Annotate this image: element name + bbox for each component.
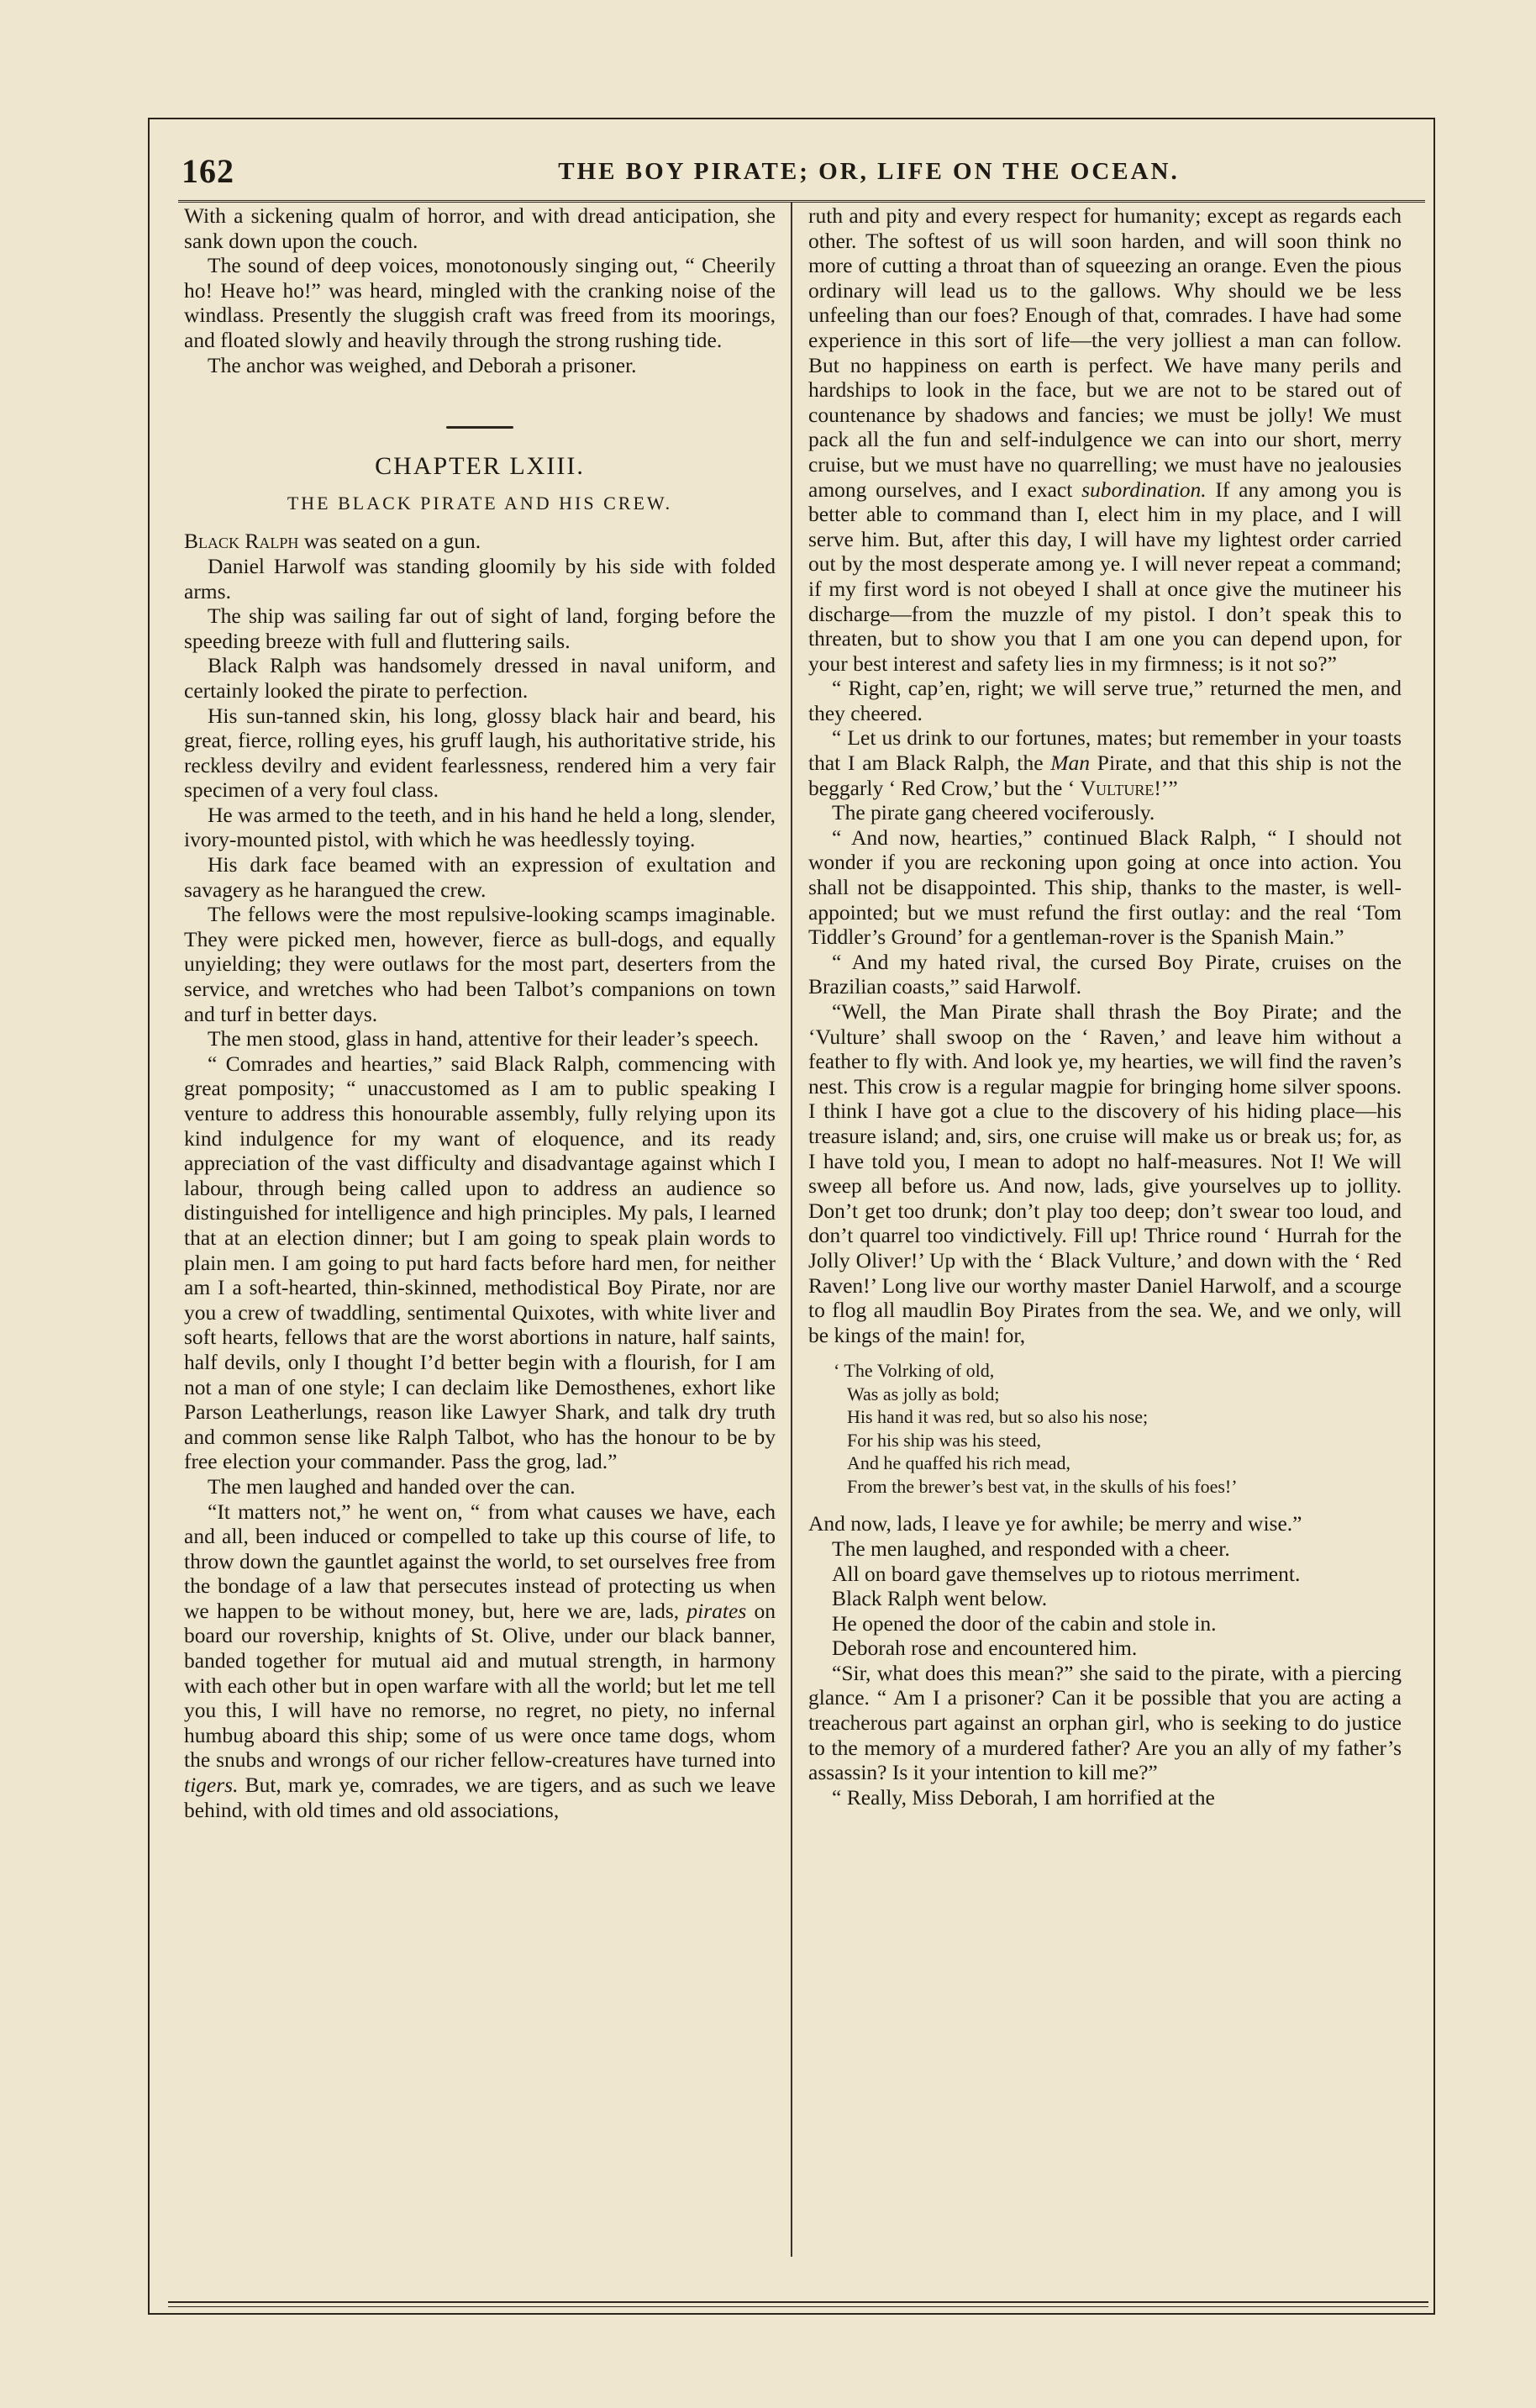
verse-line: For his ship was his steed, (847, 1429, 1041, 1451)
chapter-opening-paragraph (184, 529, 776, 554)
verse-line: And he quaffed his rich mead, (847, 1452, 1070, 1474)
paragraph: His sun-tanned skin, his long, glossy black hair and beard, his great, fierce, rolling eyes, his gruff laugh, his authoritative stride, his reckless devilry and evident fearlessness, rendered him a very fair specimen of a very foul class. (184, 703, 776, 803)
verse-line: From the brewer’s best vat, in the skulls of his foes!’ (847, 1475, 1238, 1497)
text-run: But, mark ye, comrades, we are tigers, and as such we leave behind, with old times and old associations, (184, 1773, 776, 1822)
chapter-divider-ornament (446, 424, 513, 430)
left-column (184, 203, 776, 1822)
bottom-rule (168, 2301, 1428, 2307)
paragraph: “ Comrades and hearties,” said Black Ralph, commencing with great pomposity; “ unaccustomed as I am to public speaking I venture to address this honourable assembly, fully relying upon its kind indulgence for my want of eloquence, and its ready appreciation of the vast difficulty and disadvantage against which I labour, through being called upon to address an audience so distinguished for intelligence and high principles. My pals, I learned that at an election dinner; but I am going to speak plain words to plain men. I am going to put hard facts before hard men, for neither am I a soft-hearted, thin-skinned, methodistical Boy Pirate, nor are you a crew of twaddling, sentimental Quixotes, with white liver and soft hearts, fellows that are the worst abortions in nature, half saints, half devils, only I thought I’d better begin with a flourish, for I am not a man of one style; I can declaim like Demosthenes, exhort like Parson Leatherlungs, reason like Lawyer Shark, and talk dry truth and common sense like Ralph Talbot, who has the honour to be by free election your commander. Pass the grog, lad.” (184, 1051, 776, 1474)
opening-text: was seated on a gun. (298, 529, 481, 554)
paragraph: The anchor was weighed, and Deborah a prisoner. (208, 352, 637, 377)
italic-run: tigers. (184, 1773, 239, 1798)
paragraph: He was armed to the teeth, and in his hand he held a long, slender, ivory-mounted pistol, with which he was heedlessly toying. (184, 802, 776, 852)
text-run: ruth and pity and every respect for humanity; except as regards each other. The softest of us will soon harden, and will soon think no more of cutting a throat than of squeezing an orange. Even the pious ordinary will lead us to the gallows. Why should we be less unfeeling than our foes? Enough of that, comrades. I have had some experience in this sort of life—the very jolliest a man can follow. But no happiness on earth is perfect. We have many perils and hardships to look in the face, but we are not to be stared out of countenance by shadows and fancies; we must be jolly! We must pack all the fun and self-indulgence we can into our short, merry cruise, but we must have no quarrelling; we must have no jealousies among ourselves, and I exact (808, 203, 1402, 502)
verse-block (834, 1359, 1402, 1498)
italic-run: pirates (686, 1598, 747, 1623)
paragraph: Black Ralph went below. (832, 1586, 1048, 1611)
paragraph: “ Really, Miss Deborah, I am horrified at the (832, 1784, 1215, 1810)
paragraph: The sound of deep voices, monotonously singing out, “ Cheerily ho! Heave ho!” was heard, mingled with the cranking noise of the windlass. Presently the sluggish craft was freed from its moorings, and floated slowly and heavily through the strong rushing tide. (184, 253, 776, 352)
paragraph: “ Right, cap’en, right; we will serve true,” returned the men, and they cheered. (808, 676, 1402, 725)
italic-run: Man (1050, 751, 1091, 776)
paragraph (184, 1499, 776, 1823)
text-run: Pirate, and that this ship is not the beggarly ‘ Red Crow,’ but the ‘ (808, 751, 1402, 800)
paragraph: Daniel Harwolf was standing gloomily by his side with folded arms. (184, 553, 776, 603)
text-run: !’” (1154, 775, 1178, 800)
paragraph: “Well, the Man Pirate shall thrash the Boy Pirate; and the ‘Vulture’ shall swoop on the ‘ Raven,’ and leave him without a feather to fly with. And look ye, my hearties, we will find the raven’s nest. This crow is a regular magpie for bringing home silver spoons. I think I have got a clue to the discovery of his hiding place—his treasure island; and, sirs, one cruise will make us or break us; for, as I have told you, I mean to adopt no half-measures. Not I! We will sweep all before us. And now, lads, give yourselves up to jollity. Don’t get too drunk; don’t play too deep; don’t swear too loud, and don’t quarrel too vindictively. Fill up! Thrice round ‘ Hurrah for the Jolly Oliver!’ Up with the ‘ Black Vulture,’ and down with the ‘ Red Raven!’ Long live our worthy master Daniel Harwolf, and a scourge to flog all maudlin Boy Pirates from the sea. We, and we only, will be kings of the main! for, (808, 999, 1402, 1347)
paragraph: All on board gave themselves up to riotous merriment. (832, 1561, 1301, 1586)
page-number: 162 (181, 152, 234, 190)
opening-small-caps: Black Ralph (184, 529, 299, 554)
chapter-heading: CHAPTER LXIII. (375, 452, 585, 481)
paragraph: The men laughed, and responded with a cheer. (832, 1536, 1230, 1561)
paragraph: Black Ralph was handsomely dressed in naval uniform, and certainly looked the pirate to perfection. (184, 653, 776, 703)
text-run: on board our rovership, knights of St. Olive, under our black banner, banded together for mutual aid and mutual strength, in harmony with each other but in open warfare with all the world; but let me tell you this, I will have no remorse, no regret, no piety, no infernal humbug aboard this ship; some of us were once tame dogs, whom the snubs and wrongs of our richer fellow-creatures have turned into (184, 1598, 776, 1773)
paragraph: With a sickening qualm of horror, and with dread anticipation, she sank down upon the couch. (184, 203, 776, 253)
paragraph: The fellows were the most repulsive-looking scamps imaginable. They were picked men, however, fierce as bull-dogs, and equally unyielding; they were outlaws for the most part, deserters from the service, and wretches who had been Talbot’s companions on town and turf in better days. (184, 902, 776, 1026)
paragraph: The men stood, glass in hand, attentive for their leader’s speech. (208, 1026, 759, 1051)
paragraph: And now, lads, I leave ye for awhile; be merry and wise.” (808, 1511, 1302, 1536)
verse-line: Was as jolly as bold; (847, 1383, 1000, 1404)
paragraph: Deborah rose and encountered him. (832, 1636, 1138, 1661)
paragraph (808, 725, 1402, 800)
paragraph: “ And my hated rival, the cursed Boy Pirate, cruises on the Brazilian coasts,” said Harwolf. (808, 949, 1402, 999)
text-run: “It matters not,” he went on, “ from what causes we have, each and all, been induced or compelled to take up this course of life, to throw down the gauntlet against the world, to set ourselves free from the bondage of a law that persecutes instead of protecting us when we happen to be without money, but, here we are, lads, (184, 1499, 776, 1623)
paragraph: The ship was sailing far out of sight of land, forging before the speeding breeze with full and fluttering sails. (184, 603, 776, 653)
running-title: THE BOY PIRATE; OR, LIFE ON THE OCEAN. (558, 158, 1180, 185)
small-caps-run: Vulture (1080, 775, 1155, 800)
paragraph: “Sir, what does this mean?” she said to the pirate, with a piercing glance. “ Am I a prisoner? Can it be possible that you are acting a treacherous part against an orphan girl, who is seeking to do justice to the memory of a murdered father? Are you an ally of my father’s assassin? Is it your intention to kill me?” (808, 1660, 1402, 1785)
verse-line: His hand it was red, but so also his nose; (847, 1406, 1149, 1428)
column-divider (791, 202, 792, 2257)
chapter-subtitle: THE BLACK PIRATE AND HIS CREW. (287, 492, 673, 514)
paragraph: “ And now, hearties,” continued Black Ralph, “ I should not wonder if you are reckoning upon going at once into action. You shall not be disappointed. This ship, thanks to the master, is well-appointed; but we must refund the first outlay: and the real ‘Tom Tiddler’s Ground’ for a gentleman-rover is the Spanish Main.” (808, 825, 1402, 950)
text-run: If any among you is better able to command than I, elect him in my place, and I will serve him. But, after this day, I will have my lightest order carried out by the most desperate among ye. I will never repeat a command; if my first word is not obeyed I shall at once give the mutineer his discharge—from the muzzle of my pistol. I don’t speak this to threaten, but to show you that I am one you can depend upon, for your best interest and safety lies in my firmness; is it not so?” (808, 477, 1402, 676)
paragraph: He opened the door of the cabin and stole in. (832, 1610, 1217, 1636)
paragraph-continuation (808, 203, 1402, 676)
right-column (808, 203, 1402, 1810)
paragraph: The men laughed and handed over the can. (208, 1473, 576, 1499)
paragraph: The pirate gang cheered vociferously. (832, 800, 1155, 825)
text-run: “ Let us drink to our fortunes, mates; but remember in your toasts that I am Black Ralph, the (808, 725, 1402, 776)
verse-line: ‘ The Volrking of old, (834, 1360, 995, 1382)
running-header (178, 141, 1425, 203)
italic-run: subordination. (1081, 477, 1207, 502)
paragraph: His dark face beamed with an expression of exultation and savagery as he harangued the crew. (184, 852, 776, 902)
